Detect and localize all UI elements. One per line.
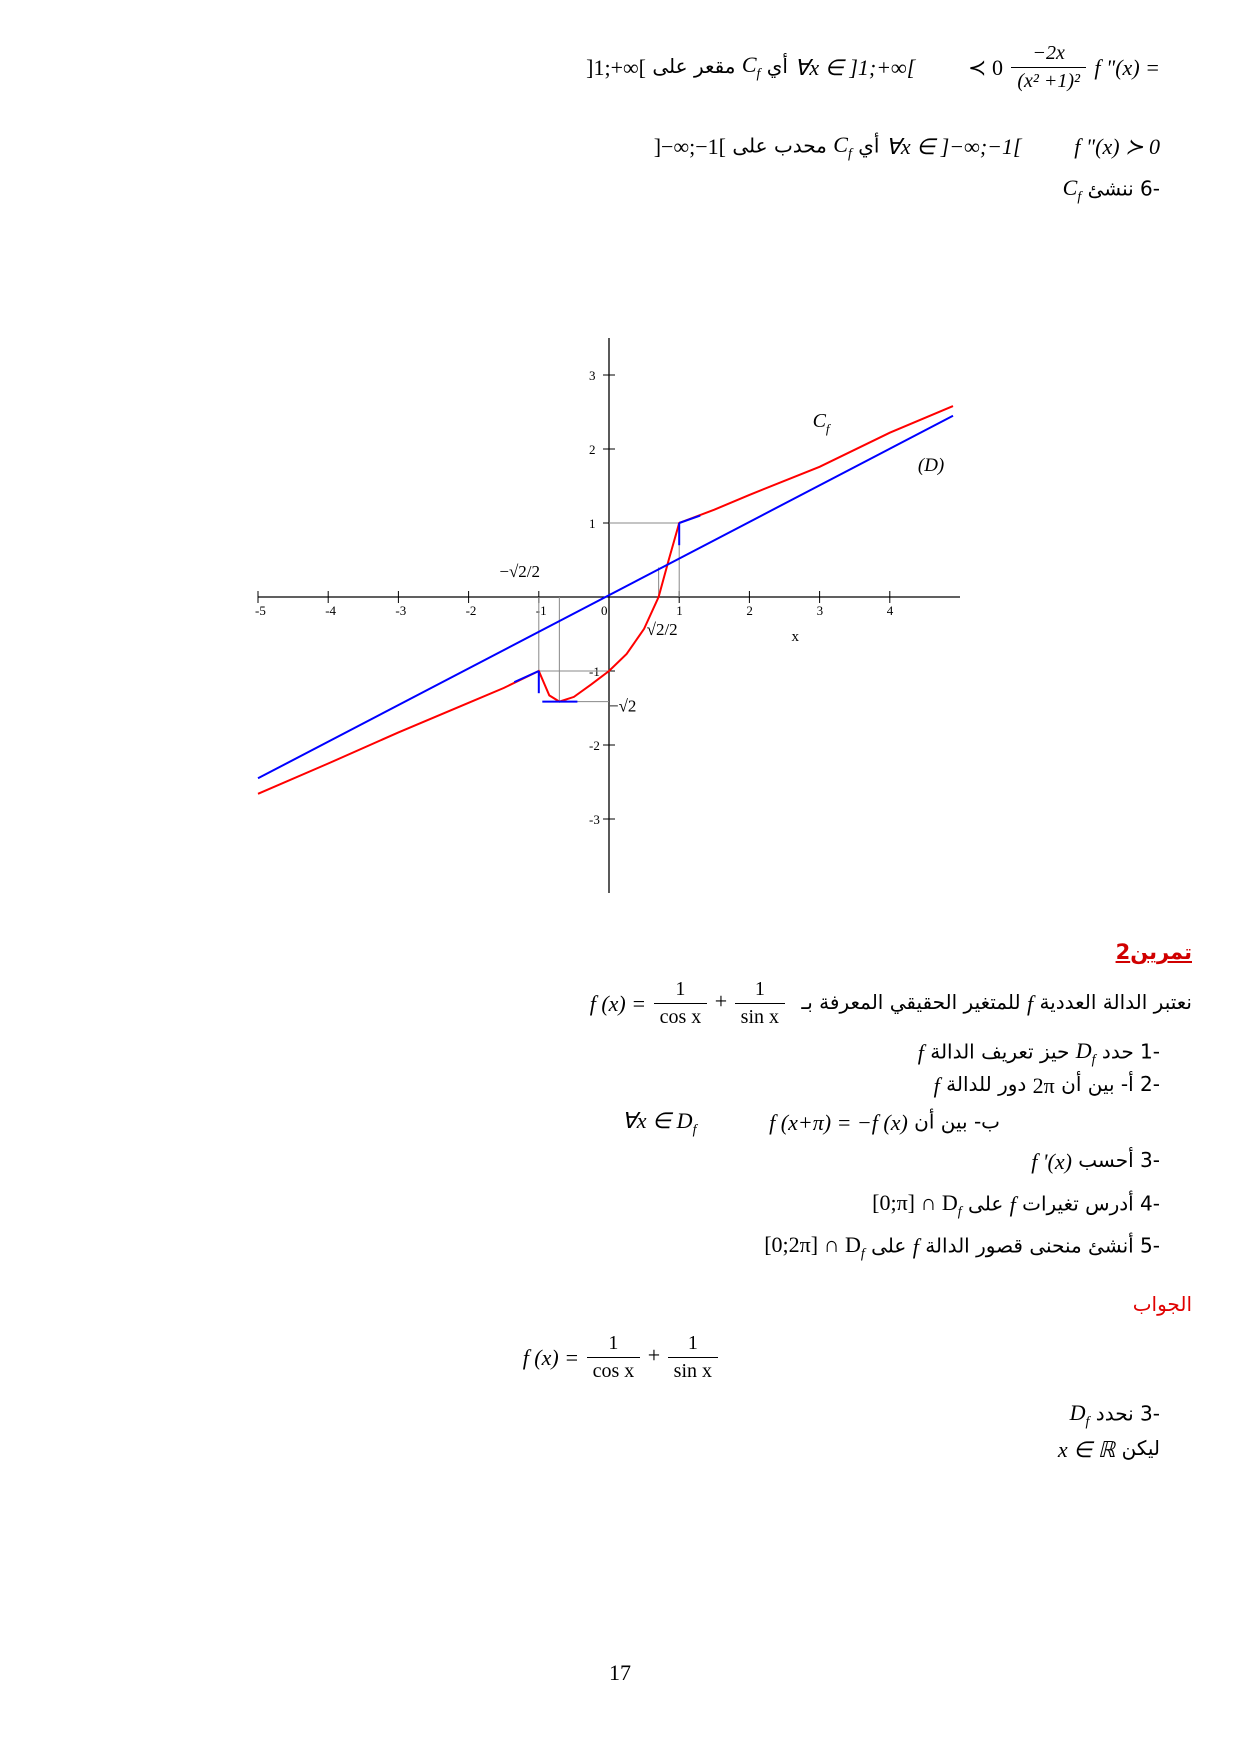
construct-line	[1063, 175, 1160, 205]
function-graph	[250, 338, 970, 898]
q2a-text-b: دور للدالة	[946, 1072, 1027, 1096]
x-tick-label: -1	[535, 603, 547, 618]
cf-symbol-1: $C_f$	[741, 52, 761, 82]
y-tick-label: 3	[589, 368, 596, 383]
q4-text-b: على	[968, 1191, 1004, 1216]
q3-text: -3 أحسب	[1078, 1148, 1160, 1172]
d-label: (D)	[917, 455, 945, 477]
x-tick-label: 0	[601, 603, 608, 618]
x-in-R: x ∈ ℝ	[1057, 1436, 1116, 1462]
f-var-q5: f	[912, 1234, 919, 1260]
question-3	[1031, 1148, 1160, 1175]
x-tick-label: 1	[676, 603, 683, 618]
interval-1-plus-inf: ]1;+∞[	[586, 54, 646, 80]
f-var-q2: f	[933, 1072, 940, 1098]
y-tick-label: -1	[589, 664, 600, 679]
interval-minus-inf: ]−∞;−1[	[653, 134, 726, 160]
s4-text: ليكن	[1121, 1436, 1160, 1460]
exercise-title: تمرين2	[1115, 940, 1192, 964]
y-tick-label: 2	[589, 442, 596, 457]
construct-text: -6 ننشئ	[1087, 176, 1160, 201]
x-tick-label: 4	[886, 603, 894, 618]
answer-step-3	[1070, 1400, 1160, 1430]
q2a-text: -2 أ- بين أن	[1061, 1072, 1160, 1096]
forall-x-interval-1: ∀x ∈ ]1;+∞[	[794, 54, 916, 80]
y-tick-label: 1	[589, 516, 596, 531]
q5-set: [0;2π] ∩ $D_f$	[764, 1232, 865, 1262]
cf-label: $C_f$	[813, 410, 832, 436]
two-pi: 2π	[1032, 1072, 1055, 1098]
convex-on-text: محدب على	[732, 133, 827, 158]
x-axis-label: x	[791, 629, 800, 645]
q5-text-b: على	[871, 1233, 907, 1258]
exercise-intro	[590, 978, 1192, 1029]
question-4	[872, 1190, 1160, 1220]
answer-f-definition: f (x) = $\frac{1}{\text{cos x}}$ + $\frac{1}{\text{sin x}}$	[523, 1332, 720, 1383]
convex-line-2	[654, 132, 1160, 162]
cf-symbol-3: $C_f$	[1062, 175, 1082, 205]
tangent-marker	[679, 516, 700, 523]
tangent-marker	[514, 671, 539, 682]
answer-step-4	[1058, 1436, 1160, 1463]
series-line	[258, 406, 953, 794]
ai-word-2: أي	[858, 133, 880, 158]
annotation-label: −√2	[609, 696, 637, 716]
f-prime: f '(x)	[1031, 1148, 1072, 1174]
q2b-text: ب- بين أن	[914, 1109, 1000, 1134]
f-second-derivative-2: f "(x) ≻ 0	[1074, 134, 1160, 160]
f-var-q4: f	[1009, 1192, 1016, 1218]
y-tick-label: -2	[589, 738, 600, 753]
q4-text: -4 أدرس تغيرات	[1022, 1191, 1160, 1216]
question-2a	[934, 1072, 1160, 1099]
cf-symbol-2: $C_f$	[833, 132, 852, 162]
f-definition: f (x) = $\frac{1}{\text{cos x}}$ + $\frac{1}{\text{sin x}}$	[590, 978, 787, 1029]
f-var-q1: f	[917, 1040, 924, 1066]
df-symbol-q1: $D_f$	[1075, 1038, 1096, 1068]
y-tick-label: -3	[589, 812, 600, 827]
question-2b	[622, 1108, 1000, 1138]
x-tick-label: -4	[325, 603, 337, 618]
q5-text: -5 أنشئ منحنى قصور الدالة	[925, 1233, 1160, 1258]
f-var-intro: f	[1026, 990, 1034, 1016]
q1-text: -1 حدد	[1101, 1039, 1160, 1064]
q2b-forall: ∀x ∈ $D_f$	[621, 1108, 697, 1138]
annotation-label: −√2/2	[499, 562, 541, 581]
x-tick-label: -3	[395, 603, 407, 618]
s3-text: -3 نحدد	[1095, 1401, 1160, 1426]
cf-subscript: f	[825, 420, 830, 436]
page-number: 17	[609, 1660, 631, 1685]
q4-set: [0;π] ∩ $D_f$	[872, 1190, 962, 1220]
intro-text-2: للمتغير الحقيقي المعرفة بـ	[801, 990, 1021, 1014]
answer-label: الجواب	[1132, 1292, 1192, 1316]
q1-text-b: حيز تعريف الدالة	[930, 1039, 1070, 1064]
question-1	[918, 1038, 1160, 1068]
fraction-neg2x: $\frac{-2x}{\text{(x² +1)²}}$	[1011, 42, 1086, 93]
intro-text: نعتبر الدالة العددية	[1039, 990, 1192, 1014]
question-5	[764, 1232, 1160, 1262]
df-symbol-answer: $D_f$	[1069, 1400, 1090, 1430]
less-than-zero: ≺ 0	[968, 54, 1003, 80]
annotation-label: √2/2	[646, 620, 678, 639]
forall-x-interval-2: ∀x ∈ ]−∞;−1[	[885, 134, 1022, 160]
f-second-derivative: f "(x) =	[1094, 54, 1160, 80]
x-tick-label: 2	[746, 603, 753, 618]
ai-word-1: أي	[766, 54, 788, 78]
x-tick-label: -5	[255, 603, 266, 618]
q2b-equation: f (x+π) = −f (x)	[769, 1110, 908, 1136]
convex-line-1	[586, 42, 1160, 93]
x-tick-label: -2	[465, 603, 477, 618]
concave-on-text: مقعر على	[652, 54, 736, 78]
x-tick-label: 3	[816, 603, 824, 618]
answer-fx	[523, 1332, 720, 1383]
